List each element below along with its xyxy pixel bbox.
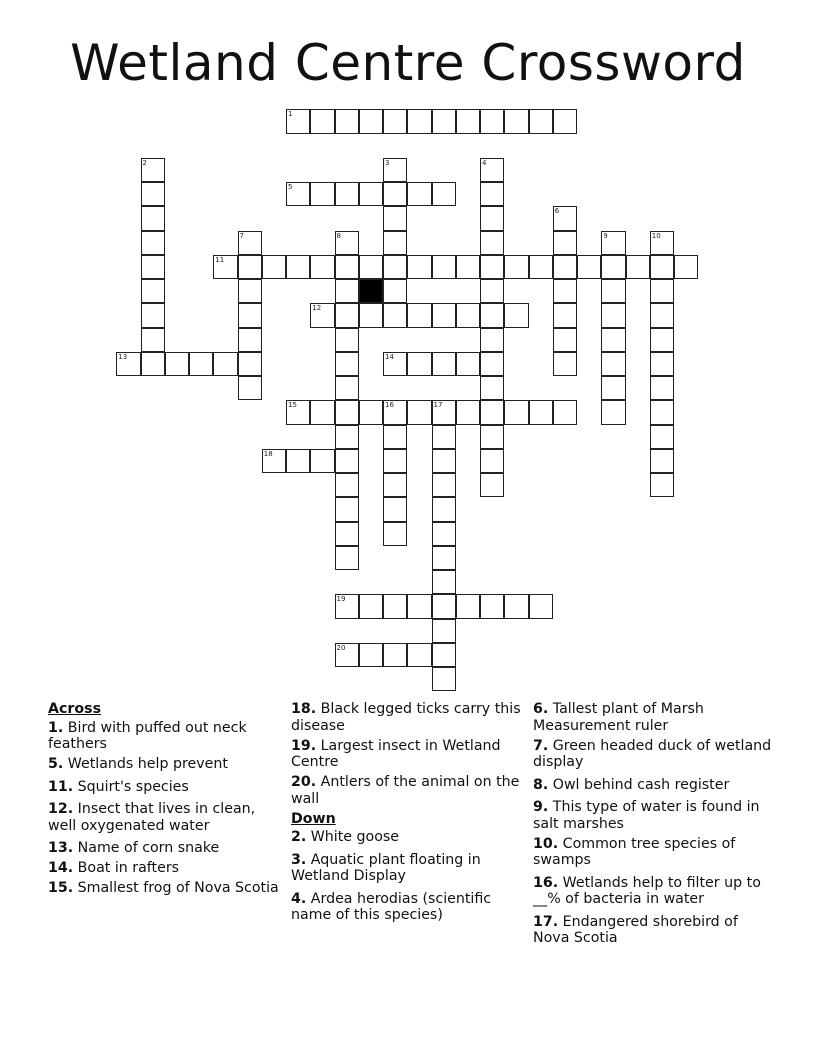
grid-cell[interactable]: [432, 449, 456, 473]
clue-number: 20: [336, 643, 346, 652]
grid-cell[interactable]: [335, 303, 359, 327]
grid-cell[interactable]: [674, 255, 698, 279]
grid-cell[interactable]: [456, 303, 480, 327]
grid-cell[interactable]: [650, 473, 674, 497]
grid-cell[interactable]: [310, 109, 334, 133]
clue-number: 4: [482, 158, 487, 167]
grid-cell[interactable]: [529, 255, 553, 279]
grid-cell[interactable]: [383, 400, 407, 424]
grid-cell[interactable]: [335, 400, 359, 424]
grid-cell[interactable]: [407, 182, 431, 206]
clue-number: 5: [288, 183, 293, 191]
clue-number: 10: [651, 231, 661, 240]
clue-across-12: 12. Insect that lives in clean, well oxygenated water: [48, 801, 256, 834]
clue-across-11: 11. Squirt's species: [48, 778, 189, 795]
grid-cell[interactable]: [141, 303, 165, 327]
grid-cell[interactable]: [407, 594, 431, 618]
grid-cell[interactable]: [601, 279, 625, 303]
grid-cell[interactable]: [359, 643, 383, 667]
grid-cell[interactable]: [480, 206, 504, 230]
grid-cell[interactable]: [480, 425, 504, 449]
grid-cell[interactable]: [480, 376, 504, 400]
clues-column-1: [48, 701, 283, 900]
grid-cell[interactable]: [238, 255, 262, 279]
clue-number: 6: [554, 207, 560, 216]
grid-cell[interactable]: [310, 400, 334, 424]
grid-cell[interactable]: [383, 303, 407, 327]
grid-cell[interactable]: [601, 352, 625, 376]
grid-cell[interactable]: [335, 546, 359, 570]
clue-number: 13: [118, 352, 128, 361]
grid-cell[interactable]: [553, 352, 577, 376]
grid-cell[interactable]: [529, 109, 553, 133]
grid-cell[interactable]: [553, 279, 577, 303]
grid-cell[interactable]: [310, 303, 334, 327]
grid-cell[interactable]: [432, 546, 456, 570]
grid-cell[interactable]: [286, 400, 310, 424]
clue-number: 2: [142, 158, 147, 167]
grid-cell[interactable]: [335, 109, 359, 133]
grid-cell[interactable]: [480, 231, 504, 255]
grid-cell[interactable]: [335, 328, 359, 352]
grid-cell[interactable]: [650, 400, 674, 424]
clue-down-4: 4. Ardea herodias (scientific name of this species): [291, 890, 492, 923]
grid-cell[interactable]: [383, 497, 407, 521]
grid-cell[interactable]: [359, 182, 383, 206]
clue-number: 18: [263, 449, 273, 458]
grid-cell[interactable]: [432, 667, 456, 691]
grid-cell[interactable]: [238, 352, 262, 376]
clue-across-13: 13. Name of corn snake: [48, 840, 220, 856]
grid-cell[interactable]: [553, 231, 577, 255]
grid-cell[interactable]: [601, 255, 625, 279]
clue-number: 15: [288, 401, 297, 410]
grid-cell[interactable]: [238, 303, 262, 327]
grid-cell[interactable]: [456, 255, 480, 279]
clue-down-2: 2. White goose: [291, 829, 400, 845]
grid-cell[interactable]: [141, 328, 165, 352]
grid-cell[interactable]: [141, 206, 165, 230]
grid-cell[interactable]: [286, 182, 310, 206]
grid-cell[interactable]: [335, 473, 359, 497]
grid-cell[interactable]: [335, 643, 359, 667]
grid-cell[interactable]: [383, 206, 407, 230]
grid-cell[interactable]: [141, 352, 165, 376]
grid-cell[interactable]: [359, 109, 383, 133]
grid-cell[interactable]: [335, 255, 359, 279]
clue-number: 11: [215, 255, 225, 264]
grid-cell[interactable]: [480, 352, 504, 376]
grid-cell[interactable]: [553, 206, 577, 230]
grid-cell[interactable]: [383, 522, 407, 546]
clue-across-14: 14. Boat in rafters: [48, 860, 180, 876]
grid-cell[interactable]: [189, 352, 213, 376]
grid-cell[interactable]: [626, 255, 650, 279]
grid-cell[interactable]: [650, 303, 674, 327]
grid-cell[interactable]: [480, 328, 504, 352]
grid-cell[interactable]: [480, 594, 504, 618]
clue-across-1: 1. Bird with puffed out neck feathers: [48, 719, 247, 752]
clue-number: 12: [312, 304, 322, 313]
grid-cell[interactable]: [383, 158, 407, 182]
grid-cell[interactable]: [432, 473, 456, 497]
grid-cell[interactable]: [456, 594, 480, 618]
grid-cell[interactable]: [480, 449, 504, 473]
page-title: Wetland Centre Crossword: [70, 34, 746, 92]
grid-cell[interactable]: [335, 522, 359, 546]
grid-cell[interactable]: [335, 497, 359, 521]
grid-cell[interactable]: [383, 594, 407, 618]
grid-cell[interactable]: [335, 376, 359, 400]
clue-number: 17: [433, 401, 443, 410]
grid-cell[interactable]: [359, 400, 383, 424]
grid-cell[interactable]: [432, 522, 456, 546]
grid-cell[interactable]: [383, 231, 407, 255]
grid-cell[interactable]: [504, 594, 528, 618]
grid-cell[interactable]: [456, 400, 480, 424]
clue-number: 1: [288, 110, 293, 119]
grid-cell[interactable]: [286, 109, 310, 133]
clue-down-10: 10. Common tree species of swamps: [533, 835, 736, 868]
clue-number: 16: [385, 401, 394, 410]
clue-down-17: 17. Endangered shorebird of Nova Scotia: [533, 913, 738, 946]
grid-cell[interactable]: [432, 255, 456, 279]
across-heading: Across: [48, 701, 102, 717]
clue-number: 9: [603, 231, 608, 240]
grid-cell[interactable]: [286, 449, 310, 473]
grid-cell[interactable]: [480, 109, 504, 133]
grid-cell[interactable]: [238, 231, 262, 255]
grid-cell[interactable]: [165, 352, 189, 376]
grid-cell[interactable]: [213, 352, 237, 376]
grid-cell[interactable]: [553, 400, 577, 424]
grid-cell[interactable]: [238, 376, 262, 400]
grid-cell[interactable]: [480, 279, 504, 303]
grid-cell[interactable]: [335, 182, 359, 206]
clue-across-18: 18. Black legged ticks carry this disease: [291, 701, 521, 734]
grid-cell[interactable]: [262, 255, 286, 279]
clue-across-15: 15. Smallest frog of Nova Scotia: [48, 880, 279, 896]
clue-number: 19: [336, 595, 346, 604]
grid-cell[interactable]: [407, 255, 431, 279]
grid-cell[interactable]: [480, 473, 504, 497]
grid-cell[interactable]: [553, 109, 577, 133]
clue-number: 3: [385, 158, 390, 167]
grid-cell[interactable]: [456, 109, 480, 133]
clue-across-19: 19. Largest insect in Wetland Centre: [291, 737, 501, 770]
grid-cell[interactable]: [432, 303, 456, 327]
grid-cell[interactable]: [432, 594, 456, 618]
grid-cell[interactable]: [383, 352, 407, 376]
grid-cell[interactable]: [432, 425, 456, 449]
grid-cell[interactable]: [432, 352, 456, 376]
grid-cell[interactable]: [650, 255, 674, 279]
grid-cell[interactable]: [480, 182, 504, 206]
grid-cell[interactable]: [383, 182, 407, 206]
grid-cell[interactable]: [504, 303, 528, 327]
grid-cell[interactable]: [335, 231, 359, 255]
clue-number: 7: [239, 231, 244, 240]
grid-cell[interactable]: [553, 255, 577, 279]
clue-across-5: 5. Wetlands help prevent: [48, 756, 228, 772]
grid-cell[interactable]: [432, 400, 456, 424]
grid-cell[interactable]: [238, 328, 262, 352]
grid-cell[interactable]: [529, 400, 553, 424]
grid-cell[interactable]: [432, 619, 456, 643]
grid-cell[interactable]: [335, 449, 359, 473]
clue-down-3: 3. Aquatic plant floating in Wetland Display: [291, 851, 481, 884]
clue-number: 14: [385, 352, 394, 361]
grid-cell[interactable]: [335, 594, 359, 618]
grid-cell[interactable]: [141, 158, 165, 182]
down-heading: Down: [291, 810, 336, 827]
grid-cell[interactable]: [577, 255, 601, 279]
grid-cell[interactable]: [601, 400, 625, 424]
grid-cell[interactable]: [335, 425, 359, 449]
clue-down-16: 16. Wetlands help to filter up to __% of bacteria in water: [533, 874, 761, 907]
clue-down-8: 8. Owl behind cash register: [533, 776, 730, 793]
grid-cell[interactable]: [359, 594, 383, 618]
clue-down-7: 7. Green headed duck of wetland display: [533, 737, 772, 770]
grid-cell[interactable]: [407, 352, 431, 376]
grid-cell[interactable]: [504, 255, 528, 279]
grid-cell[interactable]: [310, 449, 334, 473]
grid-cell[interactable]: [529, 594, 553, 618]
clue-across-20: 20. Antlers of the animal on the wall: [291, 774, 520, 807]
grid-cell[interactable]: [601, 303, 625, 327]
grid-cell[interactable]: [480, 400, 504, 424]
grid-cell[interactable]: [650, 279, 674, 303]
grid-cell[interactable]: [601, 376, 625, 400]
grid-cell[interactable]: [335, 279, 359, 303]
grid-cell[interactable]: [238, 279, 262, 303]
grid-cell[interactable]: [407, 400, 431, 424]
grid-cell[interactable]: [480, 255, 504, 279]
clue-down-9: 9. This type of water is found in salt marshes: [533, 799, 760, 832]
grid-cell[interactable]: [141, 255, 165, 279]
grid-cell[interactable]: [480, 158, 504, 182]
grid-cell[interactable]: [432, 497, 456, 521]
clue-number: 8: [336, 231, 341, 240]
grid-cell[interactable]: [504, 400, 528, 424]
grid-cell[interactable]: [601, 328, 625, 352]
grid-cell[interactable]: [310, 182, 334, 206]
grid-cell[interactable]: [480, 303, 504, 327]
grid-cell[interactable]: [650, 352, 674, 376]
grid-cell[interactable]: [335, 352, 359, 376]
grid-cell[interactable]: [383, 473, 407, 497]
grid-cell[interactable]: [432, 182, 456, 206]
grid-cell[interactable]: [504, 109, 528, 133]
grid-cell[interactable]: [141, 231, 165, 255]
grid-cell[interactable]: [407, 109, 431, 133]
grid-cell[interactable]: [383, 109, 407, 133]
grid-cell[interactable]: [650, 231, 674, 255]
grid-cell[interactable]: [407, 643, 431, 667]
grid-cell[interactable]: [286, 255, 310, 279]
grid-cell[interactable]: [383, 279, 407, 303]
grid-cell[interactable]: [553, 328, 577, 352]
grid-cell[interactable]: [650, 376, 674, 400]
grid-cell[interactable]: [650, 328, 674, 352]
grid-cell[interactable]: [601, 231, 625, 255]
grid-cell[interactable]: [432, 570, 456, 594]
clues-column-2: [291, 701, 526, 927]
grid-cell[interactable]: [359, 303, 383, 327]
grid-cell[interactable]: [432, 643, 456, 667]
black-cell: [359, 279, 383, 303]
grid-cell[interactable]: [383, 449, 407, 473]
grid-cell[interactable]: [359, 255, 383, 279]
grid-cell[interactable]: [383, 643, 407, 667]
grid-cell[interactable]: [141, 182, 165, 206]
clues-column-3: [533, 701, 773, 950]
grid-cell[interactable]: [116, 352, 140, 376]
grid-cell[interactable]: [213, 255, 237, 279]
grid-cell[interactable]: [456, 352, 480, 376]
grid-cell[interactable]: [141, 279, 165, 303]
grid-cell[interactable]: [650, 449, 674, 473]
grid-cell[interactable]: [407, 303, 431, 327]
grid-cell[interactable]: [650, 425, 674, 449]
grid-cell[interactable]: [432, 109, 456, 133]
grid-cell[interactable]: [310, 255, 334, 279]
clue-down-6: 6. Tallest plant of Marsh Measurement ruler: [533, 701, 704, 734]
grid-cell[interactable]: [553, 303, 577, 327]
grid-cell[interactable]: [262, 449, 286, 473]
grid-cell[interactable]: [383, 425, 407, 449]
grid-cell[interactable]: [383, 255, 407, 279]
